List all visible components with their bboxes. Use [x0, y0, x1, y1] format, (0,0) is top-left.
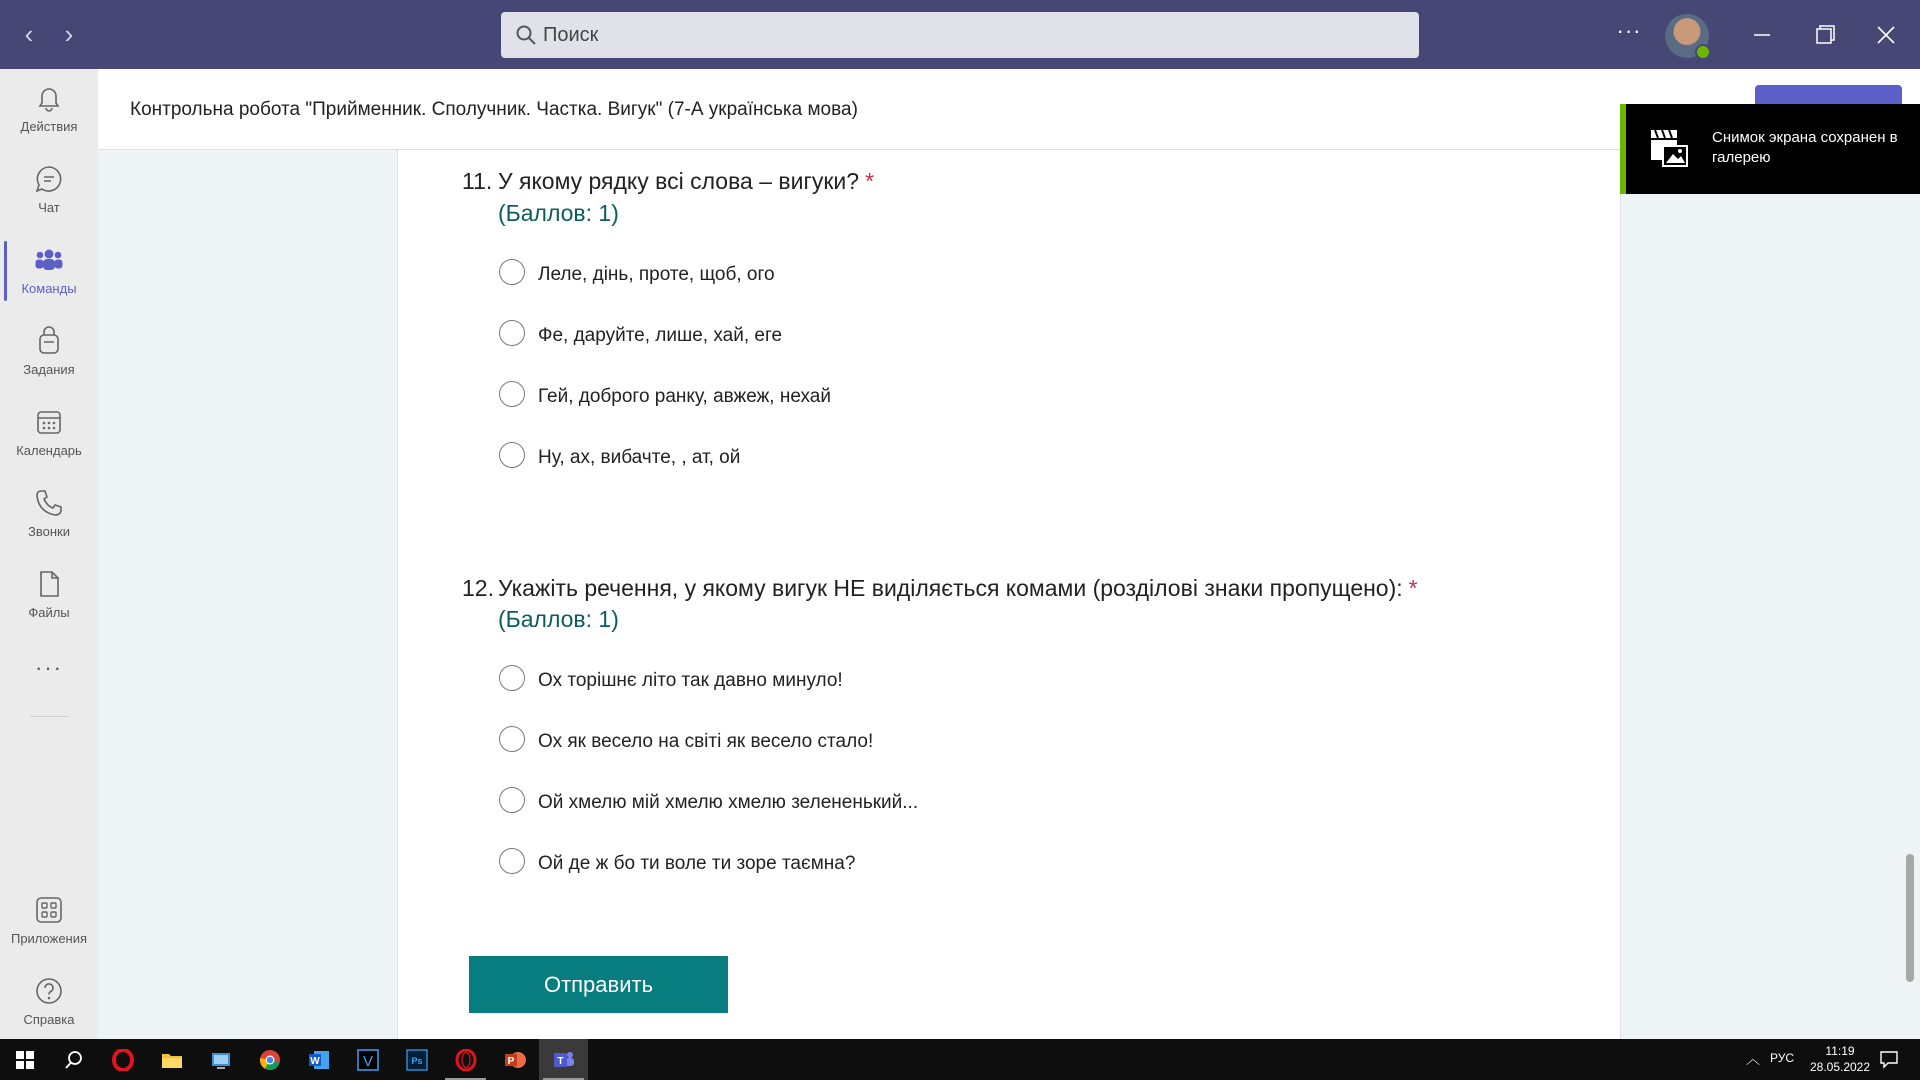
rail-label: Чат	[38, 200, 60, 215]
option-label[interactable]: Ой де ж бо ти воле ти зоре таємна?	[538, 853, 856, 874]
bell-icon	[34, 83, 64, 113]
search-icon	[63, 1049, 85, 1071]
rail-label: Команды	[21, 281, 77, 296]
language-indicator[interactable]: РУС	[1770, 1051, 1795, 1065]
rail-item-chat[interactable]	[0, 152, 98, 230]
taskbar-photoshop[interactable]	[392, 1039, 441, 1080]
taskbar-search-button[interactable]	[49, 1039, 98, 1080]
search-icon	[515, 24, 537, 46]
page-title: Контрольна робота "Прийменник. Сполучник. Частка. Вигук" (7-А українська мова)	[130, 99, 858, 120]
rail-item-teams[interactable]	[0, 233, 98, 311]
taskbar-teams[interactable]	[539, 1039, 588, 1080]
radio-button[interactable]	[499, 442, 525, 468]
control-panel-icon	[210, 1049, 232, 1071]
question-text	[498, 575, 1418, 602]
rail-item-calls[interactable]	[0, 476, 98, 554]
radio-button[interactable]	[499, 726, 525, 752]
rail-more-icon[interactable]: ···	[35, 655, 63, 680]
taskbar-file-explorer[interactable]	[147, 1039, 196, 1080]
more-options-button[interactable]: ···	[1616, 18, 1642, 43]
question-points: (Баллов: 1)	[498, 200, 619, 226]
apps-icon	[34, 895, 64, 925]
radio-button[interactable]	[499, 320, 525, 346]
maximize-icon[interactable]	[1806, 18, 1842, 52]
teams-icon	[34, 245, 64, 275]
folder-icon	[161, 1049, 183, 1071]
taskbar	[0, 1039, 1920, 1080]
question-number: 12.	[462, 575, 494, 601]
question-text-content: У якому рядку всі слова – вигуки?	[498, 168, 860, 194]
taskbar-word[interactable]	[294, 1039, 343, 1080]
minimize-icon[interactable]	[1744, 18, 1780, 52]
radio-button[interactable]	[499, 665, 525, 691]
radio-button[interactable]	[499, 259, 525, 285]
start-button[interactable]	[0, 1039, 49, 1080]
title-bar	[0, 0, 1920, 69]
submit-button[interactable]: Отправить	[469, 956, 728, 1013]
notification-center-icon[interactable]	[1879, 1049, 1899, 1069]
option-label[interactable]: Ой хмелю мій хмелю хмелю зелененький...	[538, 792, 919, 813]
screenshot-gallery-icon	[1647, 128, 1691, 170]
toast-message: Снимок экрана сохранен в галерею	[1712, 129, 1898, 166]
taskbar-chrome[interactable]	[245, 1039, 294, 1080]
search-input[interactable]	[543, 20, 1383, 50]
clock-time: 11:19	[1825, 1044, 1855, 1058]
word-icon	[308, 1049, 330, 1071]
rail-item-files[interactable]	[0, 557, 98, 635]
taskbar-powerpoint[interactable]	[490, 1039, 539, 1080]
screenshot-toast[interactable]	[1620, 104, 1920, 194]
clock[interactable]	[1808, 1043, 1872, 1075]
tray-chevron-up-icon[interactable]: ︿	[1746, 1051, 1760, 1067]
chat-icon	[34, 164, 64, 194]
rail-item-activity[interactable]	[0, 71, 98, 149]
calendar-icon	[34, 407, 64, 437]
search-box[interactable]	[501, 12, 1419, 58]
chrome-icon	[259, 1049, 281, 1071]
rail-divider	[30, 716, 68, 717]
rail-label: Файлы	[28, 605, 70, 620]
taskbar-control-panel[interactable]	[196, 1039, 245, 1080]
powerpoint-icon	[504, 1049, 526, 1071]
close-icon[interactable]	[1868, 18, 1904, 52]
opera-icon	[455, 1049, 477, 1071]
option-label[interactable]: Гей, доброго ранку, авжеж, нехай	[538, 386, 831, 407]
left-rail	[0, 69, 98, 1039]
photoshop-icon	[406, 1049, 428, 1071]
rail-label: Приложения	[10, 931, 88, 946]
clock-date: 28.05.2022	[1809, 1060, 1871, 1074]
avatar[interactable]	[1665, 14, 1709, 58]
assignments-icon	[34, 326, 64, 356]
radio-button[interactable]	[499, 848, 525, 874]
question-text-content: Укажіть речення, у якому вигук НЕ виділяється комами (розділові знаки пропущено):	[498, 575, 1403, 601]
option-label[interactable]: Ох торішнє літо так давно минуло!	[538, 670, 843, 691]
rail-item-calendar[interactable]	[0, 395, 98, 473]
svg-text:T: T	[557, 1056, 564, 1067]
rail-label: Звонки	[28, 524, 70, 539]
windows-start-icon	[14, 1049, 36, 1071]
svg-text:P: P	[507, 1056, 515, 1067]
taskbar-opera[interactable]	[441, 1039, 490, 1080]
rail-label: Календарь	[16, 443, 82, 458]
file-icon	[34, 569, 64, 599]
required-mark: *	[865, 168, 875, 194]
svg-text:V: V	[362, 1053, 374, 1070]
scrollbar-thumb[interactable]	[1906, 854, 1914, 982]
rail-item-apps[interactable]	[0, 883, 98, 961]
option-label[interactable]: Ну, ах, вибачте, , ат, ой	[538, 447, 741, 468]
back-arrow-icon[interactable]: ‹	[24, 19, 34, 49]
question-text	[498, 168, 874, 195]
svg-text:Ps: Ps	[411, 1056, 423, 1066]
option-label[interactable]: Леле, дінь, проте, щоб, ого	[538, 264, 775, 285]
rail-item-help[interactable]	[0, 964, 98, 1042]
question-number: 11.	[462, 168, 493, 194]
help-icon	[34, 976, 64, 1006]
radio-button[interactable]	[499, 381, 525, 407]
question-points: (Баллов: 1)	[498, 606, 619, 632]
forward-arrow-icon[interactable]: ›	[64, 19, 74, 49]
taskbar-opera-gx[interactable]	[98, 1039, 147, 1080]
toast-accent-bar	[1620, 104, 1626, 194]
visio-icon	[357, 1049, 379, 1071]
radio-button[interactable]	[499, 787, 525, 813]
svg-text:W: W	[310, 1056, 320, 1067]
opera-gx-icon	[112, 1049, 134, 1071]
rail-label: Действия	[20, 119, 78, 134]
taskbar-visio[interactable]	[343, 1039, 392, 1080]
presence-available-icon	[1695, 44, 1711, 60]
phone-icon	[34, 488, 64, 518]
rail-label: Справка	[23, 1012, 75, 1027]
teams-icon	[553, 1049, 575, 1071]
option-label[interactable]: Фе, даруйте, лише, хай, еге	[538, 325, 783, 346]
rail-item-assignments[interactable]	[0, 314, 98, 392]
rail-label: Задания	[23, 362, 75, 377]
required-mark: *	[1408, 575, 1418, 601]
option-label[interactable]: Ох як весело на світі як весело стало!	[538, 731, 874, 752]
